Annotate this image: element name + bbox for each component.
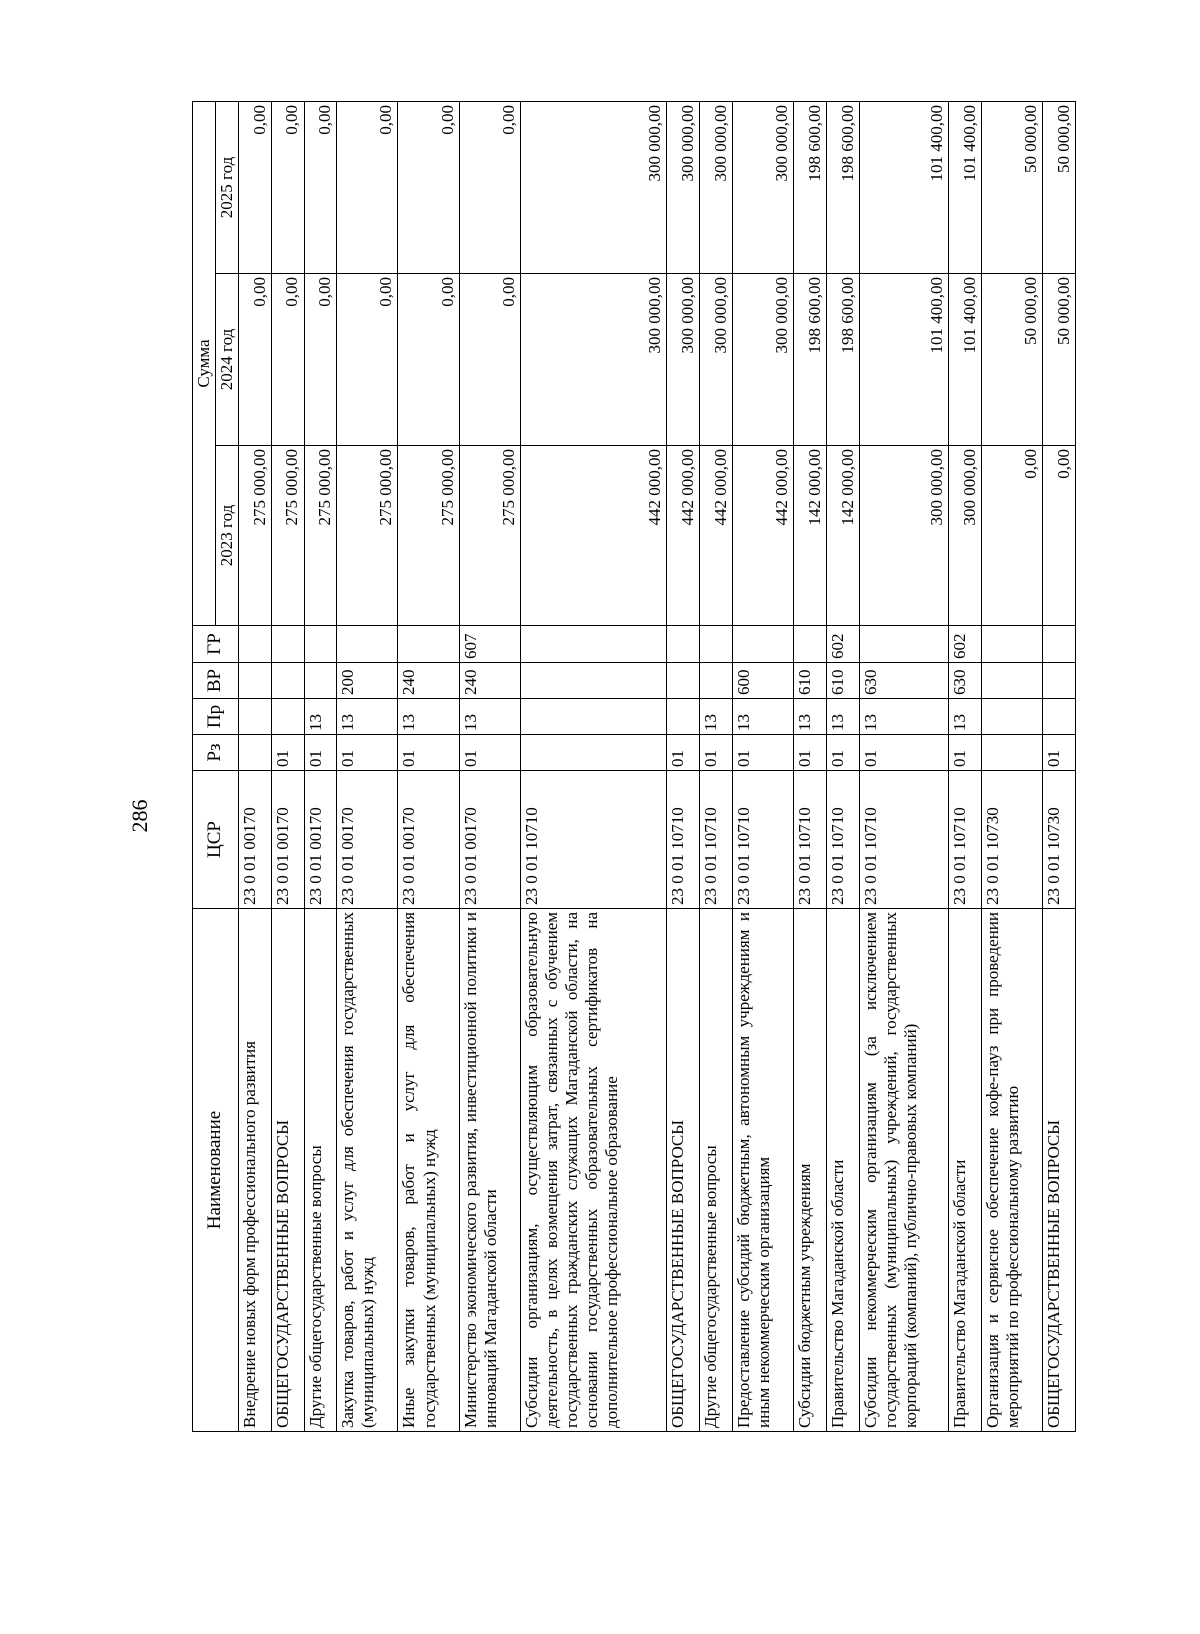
rotated-page-content — [192, 102, 1076, 1432]
row-amount-2024: 300 000,00 — [700, 274, 733, 446]
row-rz: 01 — [398, 735, 459, 771]
row-pr — [1043, 699, 1076, 735]
row-name: Субсидии организациям, осуществляющим образовательную деятельность, в целях возмещения затрат, связанных с обучением государственных гражданских служащих Магаданской области, на основании государственных образовательных сертификатов на дополнительное профессиональное образование — [520, 909, 667, 1432]
row-amount-2023: 442 000,00 — [732, 446, 793, 626]
row-name: Внедрение новых форм профессионального развития — [239, 909, 272, 1432]
row-gr — [732, 626, 793, 663]
row-csr: 23 0 01 10710 — [794, 771, 827, 909]
row-vr: 610 — [794, 663, 827, 699]
row-amount-2024: 50 000,00 — [981, 274, 1042, 446]
row-pr — [981, 699, 1042, 735]
row-amount-2025: 198 600,00 — [826, 101, 859, 273]
row-amount-2023: 442 000,00 — [667, 446, 700, 626]
row-rz: 01 — [949, 735, 982, 771]
row-gr — [981, 626, 1042, 663]
table-header-row — [193, 101, 216, 1431]
row-gr — [700, 626, 733, 663]
table-row — [859, 101, 949, 1431]
table-row — [398, 101, 459, 1431]
row-pr: 13 — [826, 699, 859, 735]
table-row — [700, 101, 733, 1431]
row-rz: 01 — [337, 735, 398, 771]
row-csr: 23 0 01 10710 — [700, 771, 733, 909]
row-csr: 23 0 01 10710 — [520, 771, 667, 909]
row-gr — [304, 626, 337, 663]
row-amount-2024: 0,00 — [337, 274, 398, 446]
row-rz: 01 — [459, 735, 520, 771]
header-vr: ВР — [193, 663, 239, 699]
row-vr — [1043, 663, 1076, 699]
header-pr: Пр — [193, 699, 239, 735]
row-amount-2023: 275 000,00 — [239, 446, 272, 626]
row-amount-2025: 101 400,00 — [859, 101, 949, 273]
row-amount-2025: 0,00 — [304, 101, 337, 273]
row-amount-2023: 142 000,00 — [826, 446, 859, 626]
row-amount-2023: 275 000,00 — [304, 446, 337, 626]
row-pr: 13 — [859, 699, 949, 735]
row-name: Закупка товаров, работ и услуг для обеспечения государственных (муниципальных) нужд — [337, 909, 398, 1432]
row-name: Правительство Магаданской области — [949, 909, 982, 1432]
row-rz: 01 — [667, 735, 700, 771]
row-amount-2024: 101 400,00 — [859, 274, 949, 446]
row-amount-2024: 50 000,00 — [1043, 274, 1076, 446]
row-vr: 600 — [732, 663, 793, 699]
row-rz — [520, 735, 667, 771]
row-amount-2024: 0,00 — [239, 274, 272, 446]
row-amount-2025: 300 000,00 — [732, 101, 793, 273]
table-row — [732, 101, 793, 1431]
row-amount-2025: 300 000,00 — [520, 101, 667, 273]
row-csr: 23 0 01 10710 — [667, 771, 700, 909]
row-amount-2025: 101 400,00 — [949, 101, 982, 273]
row-amount-2023: 442 000,00 — [700, 446, 733, 626]
row-name: ОБЩЕГОСУДАРСТВЕННЫЕ ВОПРОСЫ — [1043, 909, 1076, 1432]
row-pr: 13 — [398, 699, 459, 735]
row-amount-2024: 300 000,00 — [667, 274, 700, 446]
row-amount-2025: 0,00 — [239, 101, 272, 273]
row-amount-2025: 0,00 — [398, 101, 459, 273]
row-amount-2023: 275 000,00 — [337, 446, 398, 626]
row-pr: 13 — [304, 699, 337, 735]
row-vr — [981, 663, 1042, 699]
row-vr — [520, 663, 667, 699]
table-body — [239, 101, 1076, 1431]
row-name: Другие общегосударственные вопросы — [700, 909, 733, 1432]
table-row — [1043, 101, 1076, 1431]
page-number: 286 — [127, 799, 152, 833]
row-pr: 13 — [794, 699, 827, 735]
row-amount-2024: 300 000,00 — [520, 274, 667, 446]
row-vr — [700, 663, 733, 699]
row-csr: 23 0 01 10710 — [732, 771, 793, 909]
row-gr — [398, 626, 459, 663]
row-pr: 13 — [700, 699, 733, 735]
row-gr: 602 — [826, 626, 859, 663]
row-csr: 23 0 01 00170 — [337, 771, 398, 909]
row-amount-2023: 0,00 — [981, 446, 1042, 626]
row-pr — [520, 699, 667, 735]
row-amount-2023: 275 000,00 — [271, 446, 304, 626]
row-amount-2024: 300 000,00 — [732, 274, 793, 446]
table-row — [981, 101, 1042, 1431]
row-name: Субсидии некоммерческим организациям (за исключением государственных (муниципальных) учреждений, государственных корпораций (компаний), публично-правовых компаний) — [859, 909, 949, 1432]
row-rz: 01 — [794, 735, 827, 771]
row-gr — [520, 626, 667, 663]
row-amount-2023: 442 000,00 — [520, 446, 667, 626]
row-amount-2024: 198 600,00 — [794, 274, 827, 446]
row-vr: 200 — [337, 663, 398, 699]
table-row — [826, 101, 859, 1431]
row-name: ОБЩЕГОСУДАРСТВЕННЫЕ ВОПРОСЫ — [667, 909, 700, 1432]
row-amount-2023: 0,00 — [1043, 446, 1076, 626]
row-rz: 01 — [859, 735, 949, 771]
row-gr — [859, 626, 949, 663]
row-vr: 630 — [949, 663, 982, 699]
row-amount-2024: 0,00 — [398, 274, 459, 446]
row-pr: 13 — [732, 699, 793, 735]
row-gr — [667, 626, 700, 663]
row-amount-2024: 0,00 — [271, 274, 304, 446]
row-amount-2025: 198 600,00 — [794, 101, 827, 273]
row-amount-2025: 0,00 — [337, 101, 398, 273]
table-row — [271, 101, 304, 1431]
row-name: Субсидии бюджетным учреждениям — [794, 909, 827, 1432]
row-amount-2023: 275 000,00 — [459, 446, 520, 626]
row-pr: 13 — [337, 699, 398, 735]
row-vr: 240 — [398, 663, 459, 699]
row-amount-2025: 300 000,00 — [700, 101, 733, 273]
table-row — [794, 101, 827, 1431]
row-name: Иные закупки товаров, работ и услуг для обеспечения государственных (муниципальных) нужд — [398, 909, 459, 1432]
row-vr — [239, 663, 272, 699]
header-sum: Сумма — [193, 101, 216, 625]
row-csr: 23 0 01 10730 — [981, 771, 1042, 909]
row-amount-2023: 300 000,00 — [949, 446, 982, 626]
row-vr — [304, 663, 337, 699]
header-gr: ГР — [193, 626, 239, 663]
row-amount-2025: 50 000,00 — [981, 101, 1042, 273]
row-csr: 23 0 01 00170 — [239, 771, 272, 909]
row-vr — [271, 663, 304, 699]
row-name: Другие общегосударственные вопросы — [304, 909, 337, 1432]
table-row — [949, 101, 982, 1431]
row-csr: 23 0 01 00170 — [398, 771, 459, 909]
row-name: Министерство экономического развития, инвестиционной политики и инноваций Магаданской области — [459, 909, 520, 1432]
row-amount-2023: 142 000,00 — [794, 446, 827, 626]
row-gr — [239, 626, 272, 663]
table-row — [459, 101, 520, 1431]
row-pr — [239, 699, 272, 735]
row-csr: 23 0 01 00170 — [271, 771, 304, 909]
row-vr: 610 — [826, 663, 859, 699]
row-rz: 01 — [304, 735, 337, 771]
row-name: Организация и сервисное обеспечение кофе-пауз при проведении мероприятий по профессиональному развитию — [981, 909, 1042, 1432]
row-rz: 01 — [732, 735, 793, 771]
row-pr — [271, 699, 304, 735]
row-amount-2023: 275 000,00 — [398, 446, 459, 626]
header-2023: 2023 год — [216, 446, 239, 626]
header-2024: 2024 год — [216, 274, 239, 446]
table-row — [304, 101, 337, 1431]
row-amount-2024: 198 600,00 — [826, 274, 859, 446]
row-name: ОБЩЕГОСУДАРСТВЕННЫЕ ВОПРОСЫ — [271, 909, 304, 1432]
row-rz: 01 — [700, 735, 733, 771]
row-amount-2025: 50 000,00 — [1043, 101, 1076, 273]
row-name: Правительство Магаданской области — [826, 909, 859, 1432]
row-amount-2024: 0,00 — [304, 274, 337, 446]
row-rz: 01 — [271, 735, 304, 771]
row-gr: 607 — [459, 626, 520, 663]
budget-table — [192, 101, 1076, 1432]
row-csr: 23 0 01 10730 — [1043, 771, 1076, 909]
header-2025: 2025 год — [216, 101, 239, 273]
row-vr: 240 — [459, 663, 520, 699]
header-csr: ЦСР — [193, 771, 239, 909]
table-row — [239, 101, 272, 1431]
table-row — [520, 101, 667, 1431]
row-csr: 23 0 01 10710 — [826, 771, 859, 909]
row-name: Предоставление субсидий бюджетным, автономным учреждениям и иным некоммерческим организациям — [732, 909, 793, 1432]
row-gr — [794, 626, 827, 663]
row-rz: 01 — [1043, 735, 1076, 771]
row-amount-2024: 0,00 — [459, 274, 520, 446]
row-csr: 23 0 01 10710 — [859, 771, 949, 909]
header-name: Наименование — [193, 909, 239, 1432]
row-pr: 13 — [949, 699, 982, 735]
row-csr: 23 0 01 00170 — [459, 771, 520, 909]
row-amount-2025: 0,00 — [459, 101, 520, 273]
row-gr — [337, 626, 398, 663]
row-vr — [667, 663, 700, 699]
row-pr — [667, 699, 700, 735]
row-csr: 23 0 01 10710 — [949, 771, 982, 909]
header-rz: Рз — [193, 735, 239, 771]
row-amount-2025: 300 000,00 — [667, 101, 700, 273]
row-gr — [271, 626, 304, 663]
row-pr: 13 — [459, 699, 520, 735]
row-rz — [981, 735, 1042, 771]
row-amount-2023: 300 000,00 — [859, 446, 949, 626]
row-amount-2024: 101 400,00 — [949, 274, 982, 446]
row-amount-2025: 0,00 — [271, 101, 304, 273]
row-rz — [239, 735, 272, 771]
row-gr — [1043, 626, 1076, 663]
row-csr: 23 0 01 00170 — [304, 771, 337, 909]
table-row — [337, 101, 398, 1431]
row-vr: 630 — [859, 663, 949, 699]
row-rz: 01 — [826, 735, 859, 771]
table-row — [667, 101, 700, 1431]
row-gr: 602 — [949, 626, 982, 663]
